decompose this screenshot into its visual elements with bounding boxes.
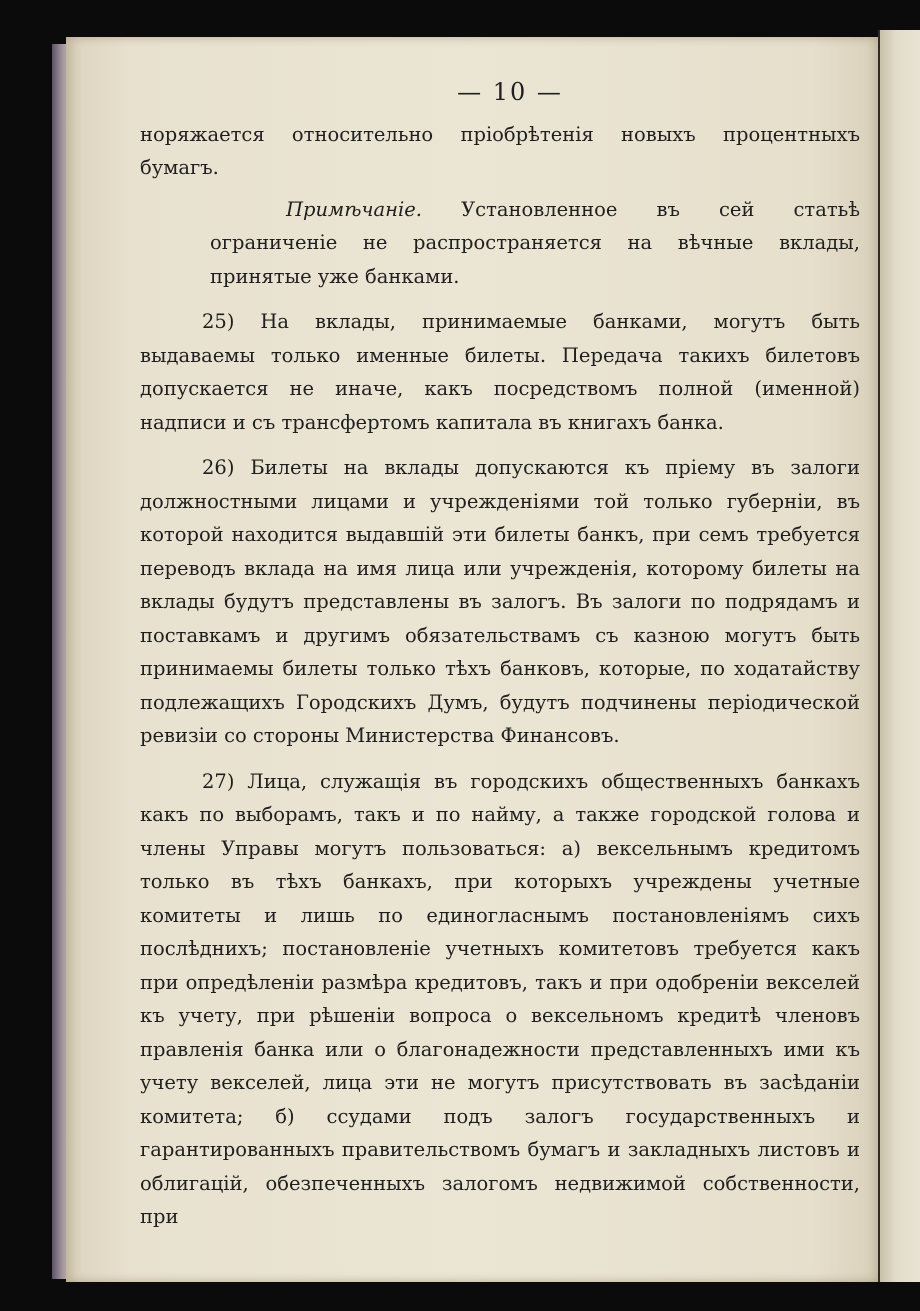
note-paragraph [140, 193, 860, 294]
next-page-edge [880, 30, 920, 1282]
page-text [140, 76, 860, 1234]
page-number: — 10 — [457, 78, 563, 106]
note-text: Установленное въ сей статьѣ ограниченіе не распространяется на вѣчные вклады, принятые уже банками. [210, 197, 860, 288]
article-27: 27) Лица, служащія въ городскихъ общественныхъ банкахъ какъ по выборамъ, такъ и по найму, а также городской голова и члены Управы могутъ пользоваться: а) вексельнымъ кредитомъ только въ тѣхъ банкахъ, при которыхъ учреждены учетные комитеты и лишь по единогласнымъ постановленіямъ сихъ послѣднихъ; постановленіе учетныхъ комитетовъ требуется какъ при опредѣленіи размѣра кредитовъ, такъ и при одобреніи векселей къ учету, при рѣшеніи вопроса о вексельномъ кредитѣ членовъ правленія банка или о благонадежности представленныхъ ими къ учету векселей, лица эти не могутъ присутствовать въ засѣданіи комитета; б) ссудами подъ залогъ государственныхъ и гарантированныхъ правительствомъ бумагъ и закладныхъ листовъ и облигацій, обезпеченныхъ залогомъ недвижимой собственности, при [140, 769, 860, 1228]
note-label: Примѣчаніе. [286, 197, 422, 221]
intro-line: норяжается относительно пріобрѣтенія новыхъ процентныхъ бумагъ. [140, 122, 860, 179]
article-26: 26) Билеты на вклады допускаются къ пріему въ залоги должностными лицами и учрежденіями той только губерніи, въ которой находится выдавшій эти билеты банкъ, при семъ требуется переводъ вклада на имя лица или учрежденія, которому билеты на вклады будутъ представлены въ залогъ. Въ залоги по подрядамъ и поставкамъ и другимъ обязательствамъ съ казною могутъ быть принимаемы билеты только тѣхъ банковъ, которые, по ходатайству подлежащихъ Городскихъ Думъ, будутъ подчинены періодической ревизіи со стороны Министерства Финансовъ. [140, 456, 860, 747]
article-25: 25) На вклады, принимаемые банками, могутъ быть выдаваемы только именные билеты. Передача такихъ билетовъ допускается не иначе, какъ посредствомъ полной (именной) надписи и съ трансфертомъ капитала въ книгахъ банка. [140, 310, 860, 434]
